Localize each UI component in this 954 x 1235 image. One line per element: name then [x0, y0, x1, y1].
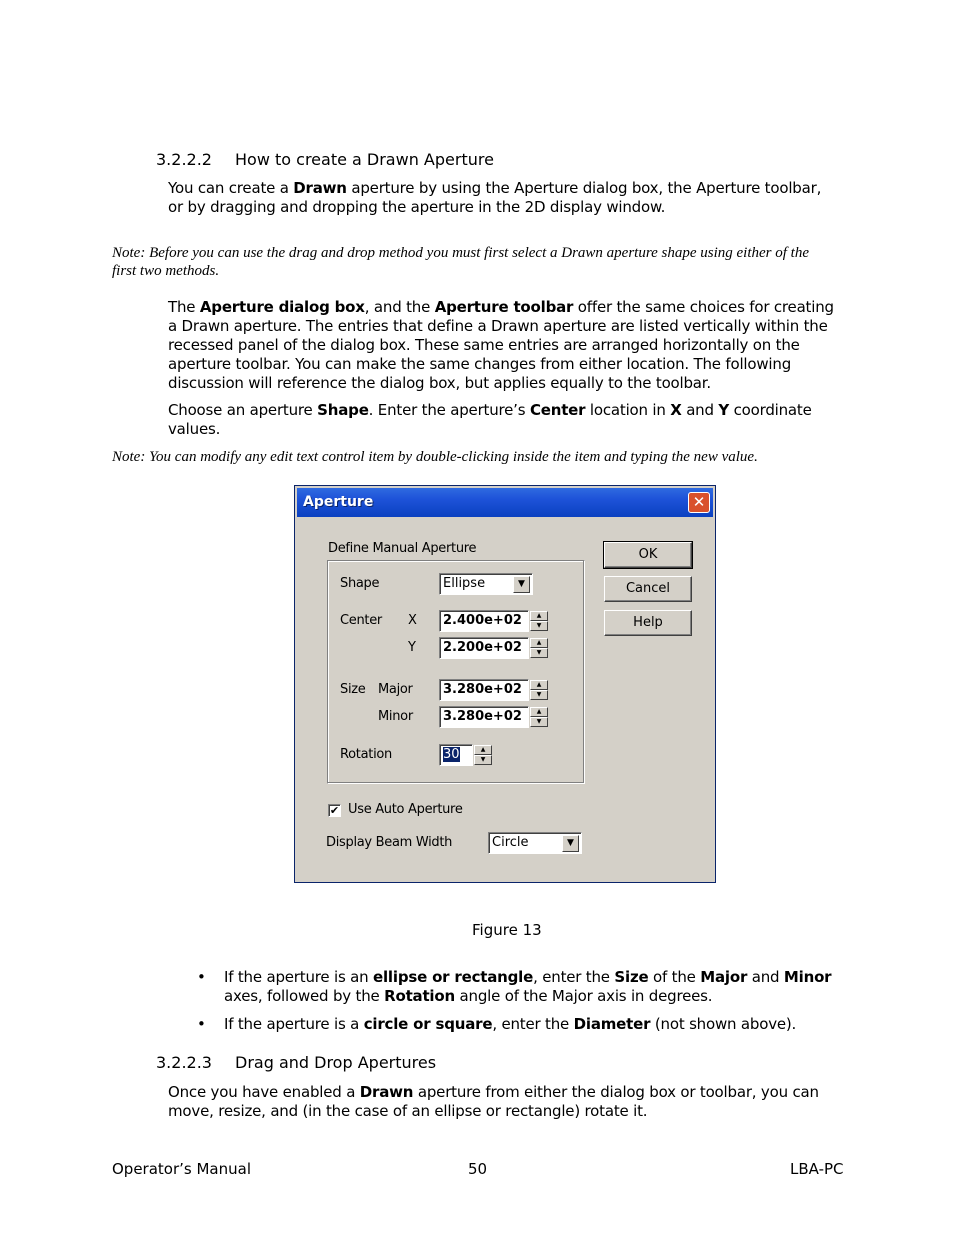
help-button[interactable]: Help: [604, 610, 692, 636]
paragraph-intro: You can create a Drawn aperture by using the Aperture dialog box, the Aperture toolbar, or by dragging and dropping the aperture in the 2D display window.: [168, 179, 822, 216]
rotation-field[interactable]: [439, 744, 473, 766]
dialog-titlebar[interactable]: [297, 488, 713, 517]
rotation-label: Rotation: [340, 747, 392, 762]
minor-field[interactable]: 3.280e+02: [439, 706, 529, 728]
paragraph-shape-center: Choose an aperture Shape. Enter the aperture’s Center location in X and Y coordinate values.: [168, 401, 812, 438]
spin-up-icon[interactable]: ▲: [474, 745, 492, 755]
use-auto-aperture-label: Use Auto Aperture: [348, 802, 463, 817]
rotation-spinner[interactable]: [474, 745, 492, 765]
spin-down-icon[interactable]: ▼: [530, 690, 548, 700]
display-beam-width-select[interactable]: [488, 832, 582, 854]
paragraph-dialog-toolbar: The Aperture dialog box, and the Aperture toolbar offer the same choices for creating a Drawn aperture. The entries that define a Drawn aperture are listed vertically within the recessed panel of the dialog box. These same entries are arranged horizontally on the aperture toolbar. You can make the same changes from either location. The following discussion will reference the dialog box, but applies equally to the toolbar.: [168, 298, 834, 392]
section-number-3-2-2-2: 3.2.2.2: [156, 150, 212, 169]
bullet-circle-square: If the aperture is a circle or square, enter the Diameter (not shown above).: [224, 1015, 797, 1033]
spin-up-icon[interactable]: ▲: [530, 611, 548, 621]
cancel-button[interactable]: Cancel: [604, 576, 692, 602]
rotation-value: 30: [443, 747, 460, 762]
use-auto-aperture-checkbox[interactable]: [328, 804, 341, 817]
footer-left: Operator’s Manual: [112, 1160, 251, 1178]
size-label: Size: [340, 682, 366, 697]
minor-spinner[interactable]: [530, 707, 548, 727]
beam-width-value: Circle: [492, 835, 529, 850]
figure-caption: Figure 13: [472, 921, 542, 939]
display-beam-width-label: Display Beam Width: [326, 835, 453, 850]
check-icon: ✔: [329, 804, 340, 817]
close-button[interactable]: [688, 492, 710, 513]
paragraph-drag-drop: Once you have enabled a Drawn aperture from either the dialog box or toolbar, you can move, resize, and (in the case of an ellipse or rectangle) rotate it.: [168, 1083, 819, 1120]
spin-up-icon[interactable]: ▲: [530, 680, 548, 690]
y-label: Y: [408, 640, 416, 655]
note-drag-drop: Note: Before you can use the drag and drop method you must first select a Drawn aperture shape using either of the first two methods.: [112, 245, 809, 279]
footer-right: LBA-PC: [790, 1160, 844, 1178]
group-label: Define Manual Aperture: [328, 541, 477, 556]
shape-select[interactable]: [439, 573, 533, 595]
bullet-icon: •: [197, 968, 206, 986]
x-label: X: [408, 613, 417, 628]
center-x-spinner[interactable]: [530, 611, 548, 631]
center-y-spinner[interactable]: [530, 638, 548, 658]
bullet-icon: •: [197, 1015, 206, 1033]
shape-value: Ellipse: [443, 576, 486, 591]
shape-label: Shape: [340, 576, 380, 591]
major-label: Major: [378, 682, 413, 697]
major-field[interactable]: 3.280e+02: [439, 679, 529, 701]
spin-up-icon[interactable]: ▲: [530, 638, 548, 648]
spin-down-icon[interactable]: ▼: [530, 717, 548, 727]
section-title-3-2-2-2: How to create a Drawn Aperture: [235, 150, 494, 169]
spin-down-icon[interactable]: ▼: [530, 621, 548, 631]
chevron-down-icon[interactable]: ▼: [513, 576, 530, 593]
center-x-field[interactable]: 2.400e+02: [439, 610, 529, 632]
ok-button[interactable]: OK: [604, 542, 692, 568]
page-number: 50: [468, 1160, 488, 1178]
note-edit-text: Note: You can modify any edit text control item by double-clicking inside the item and typing the new value.: [112, 449, 758, 465]
close-icon: ✕: [692, 493, 706, 511]
spin-down-icon[interactable]: ▼: [530, 648, 548, 658]
bullet-ellipse-rectangle: If the aperture is an ellipse or rectangle, enter the Size of the Major and Minor axes, followed by the Rotation angle of the Major axis in degrees.: [224, 968, 832, 1005]
center-label: Center: [340, 613, 382, 628]
minor-label: Minor: [378, 709, 413, 724]
major-spinner[interactable]: [530, 680, 548, 700]
spin-up-icon[interactable]: ▲: [530, 707, 548, 717]
section-title-3-2-2-3: Drag and Drop Apertures: [235, 1053, 437, 1072]
section-number-3-2-2-3: 3.2.2.3: [156, 1053, 212, 1072]
spin-down-icon[interactable]: ▼: [474, 755, 492, 765]
aperture-dialog: [294, 485, 716, 883]
dialog-title: Aperture: [303, 494, 374, 510]
center-y-field[interactable]: 2.200e+02: [439, 637, 529, 659]
chevron-down-icon[interactable]: ▼: [562, 835, 579, 852]
dialog-client-area: [298, 517, 712, 879]
